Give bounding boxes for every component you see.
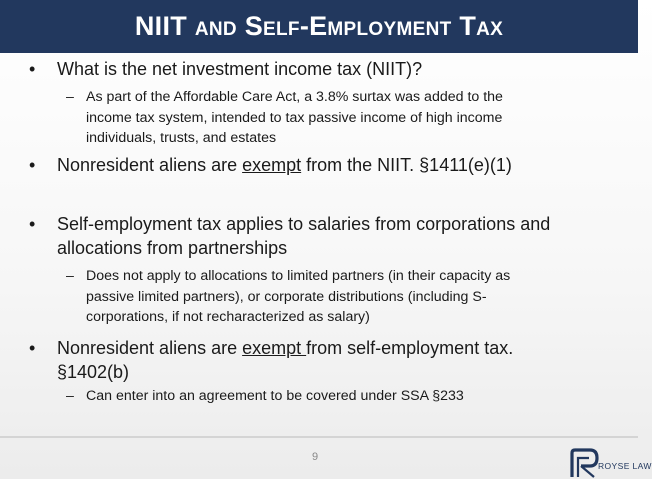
text-line: income tax system, intended to tax passive income of high income	[86, 109, 503, 126]
text-line: As part of the Affordable Care Act, a 3.8% surtax was added to the	[86, 89, 503, 105]
sub-bullet-text	[86, 87, 503, 149]
bullet-dot: •	[29, 155, 36, 175]
bullet-text	[57, 153, 512, 177]
logo-text: ROYSE LAW	[598, 461, 652, 471]
text-line: §1402(b)	[57, 362, 130, 382]
text-run: Nonresident aliens are	[57, 338, 243, 358]
dash-marker: –	[66, 268, 74, 284]
text-line: individuals, trusts, and estates	[86, 130, 277, 146]
bullet-dot: •	[29, 338, 36, 358]
title-bar	[0, 0, 638, 53]
bullet-text	[57, 212, 550, 260]
text-run: from self-employment tax.	[306, 338, 514, 358]
bullet-dot: •	[29, 59, 36, 79]
text-line: corporations, if not recharacterized as salary)	[86, 309, 370, 325]
underlined-word: exempt	[242, 155, 302, 175]
footer-divider	[0, 436, 638, 438]
underlined-word: exempt	[242, 338, 307, 358]
sub-bullet-text	[86, 266, 510, 328]
text-line: passive limited partners), or corporate distributions (including S-	[86, 288, 487, 305]
bullet-text	[57, 336, 513, 384]
bullet-dot: •	[29, 214, 36, 234]
bullet-text: What is the net investment income tax (NIIT)?	[57, 59, 423, 79]
text-line: Self-employment tax applies to salaries from corporations and	[57, 214, 551, 234]
text-line: allocations from partnerships	[57, 238, 288, 258]
dash-marker: –	[66, 89, 74, 105]
text-run: from the NIIT. §1411(e)(1)	[301, 155, 512, 175]
slide-title: NIIT and Self-Employment Tax	[134, 11, 504, 41]
text-line: Does not apply to allocations to limited partners (in their capacity as	[86, 268, 511, 284]
sub-bullet-text: Can enter into an agreement to be covered under SSA §233	[86, 388, 464, 404]
dash-marker: –	[66, 388, 74, 404]
text-run: Nonresident aliens are	[57, 155, 243, 175]
page-number: 9	[312, 451, 319, 463]
